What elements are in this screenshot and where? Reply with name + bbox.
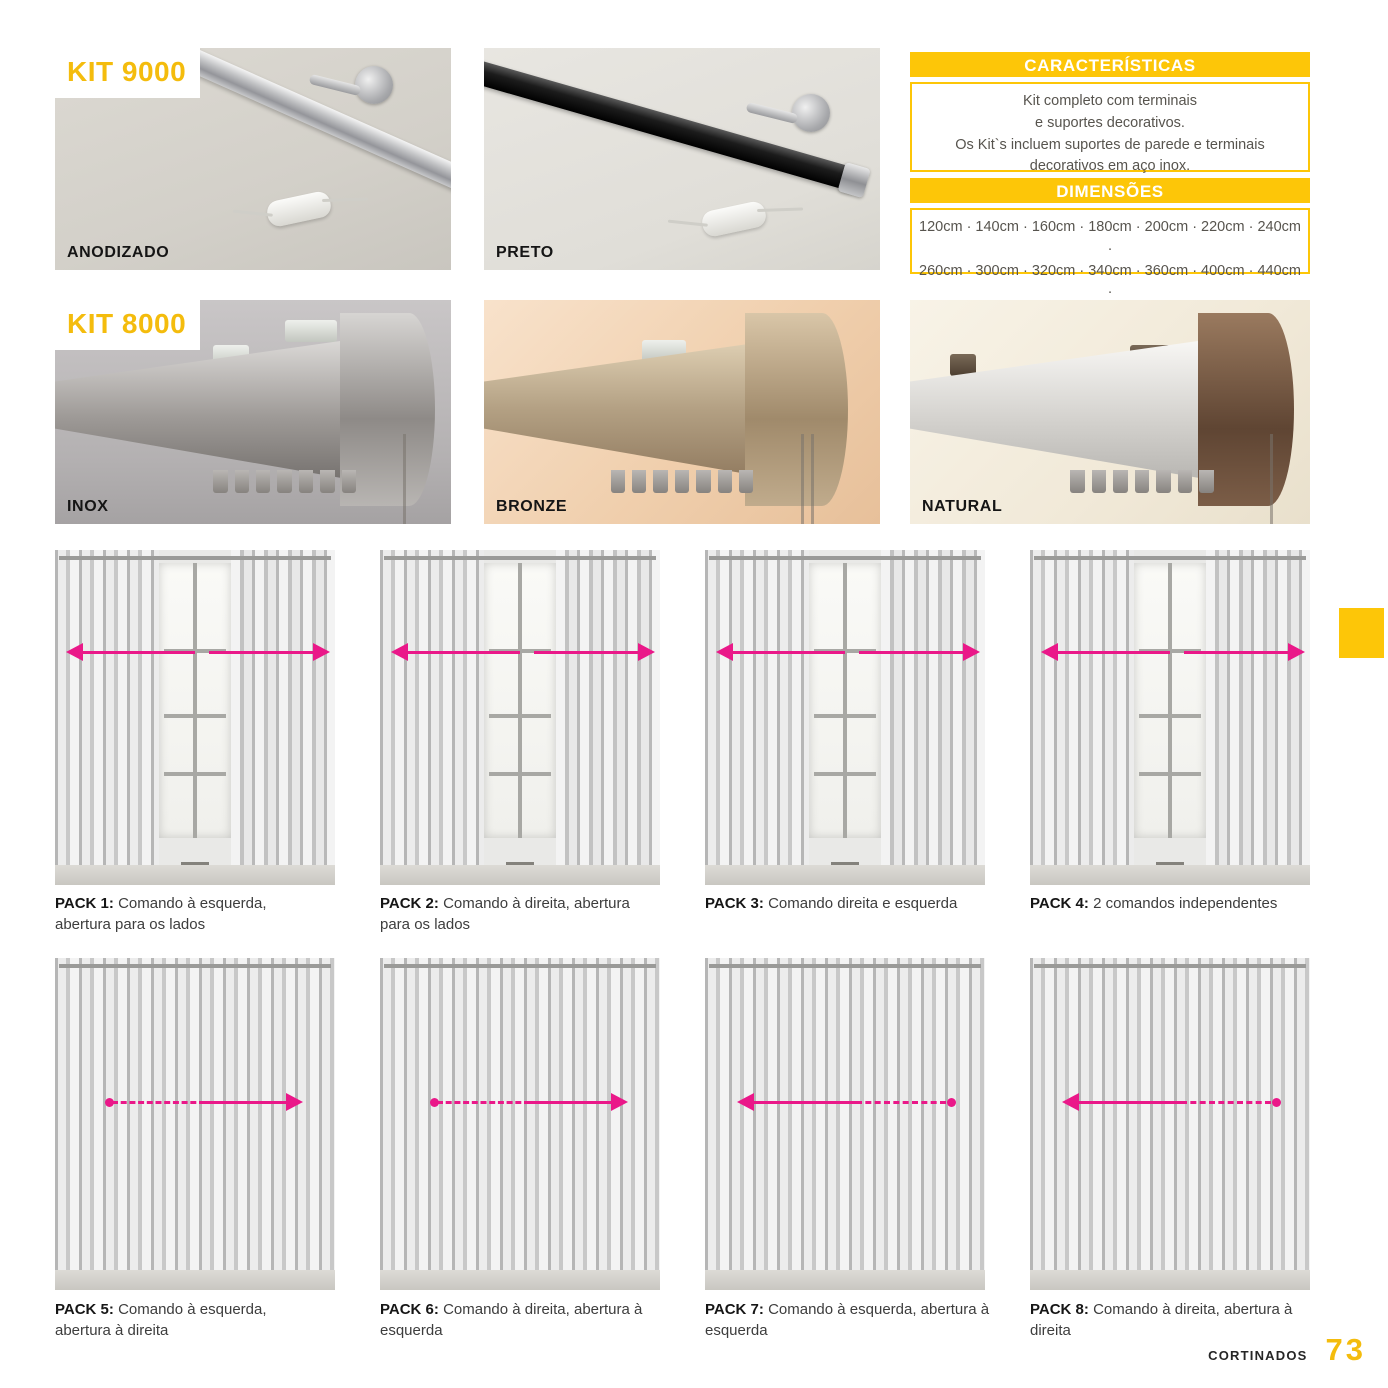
floor: [705, 865, 985, 885]
finish-label-inox: INOX: [67, 498, 109, 515]
photo-kit8000-natural: [910, 300, 1310, 524]
kit8000-label: KIT 8000: [67, 308, 187, 339]
pack3-caption: PACK 3: Comando direita e esquerda: [705, 895, 958, 912]
rod-endcap: [838, 162, 871, 198]
wall-bracket: [792, 94, 830, 132]
pack5-image: [55, 958, 335, 1290]
arrow-right-icon: [638, 643, 655, 661]
pack3-label: PACK 3:: [705, 895, 764, 912]
floor: [55, 865, 335, 885]
glider-teeth: [213, 470, 356, 492]
finish-label-natural: NATURAL: [922, 498, 1003, 515]
curtain-panel-right: [1206, 550, 1310, 885]
curtain-panel-right: [556, 550, 660, 885]
curtain-rail: [59, 556, 331, 560]
caracteristicas-line: Kit completo com terminais: [1022, 93, 1198, 109]
curtain-rail: [709, 556, 981, 560]
arrow-right-icon: [1288, 643, 1305, 661]
window: [484, 563, 557, 838]
pack8-image: [1030, 958, 1310, 1290]
caracteristicas-box: [910, 82, 1310, 175]
curtain-panel-left: [1030, 550, 1134, 885]
mount-clip: [950, 354, 976, 376]
arrow-line: [80, 651, 195, 654]
curtain-panel-left: [705, 550, 809, 885]
pack6-image: [380, 958, 660, 1290]
pack1-image: [55, 550, 335, 885]
floor: [380, 865, 660, 885]
pack2-caption: PACK 2: Comando à direita, abertura para os lados: [380, 895, 630, 933]
pack4-label: PACK 4:: [1030, 895, 1089, 912]
finish-label-anodizado: ANODIZADO: [67, 244, 170, 261]
pack8-label: PACK 8:: [1030, 1301, 1089, 1318]
pack6-label: PACK 6:: [380, 1301, 439, 1318]
arrow-line: [1076, 1101, 1181, 1104]
pack3-image: [705, 550, 985, 885]
section-color-tab: [1339, 608, 1384, 658]
mount-clip: [285, 320, 337, 342]
curtain-rail: [59, 964, 331, 968]
pull-cord: [1270, 434, 1273, 524]
arrow-line: [1055, 651, 1170, 654]
pack1-caption: PACK 1: Comando à esquerda, abertura para os lados: [55, 895, 267, 933]
pack2-label: PACK 2:: [380, 895, 439, 912]
glider-teeth: [1070, 470, 1214, 492]
dimensoes-line: 260cm · 300cm · 320cm · 340cm · 360cm · 400cm · 440cm ·: [919, 262, 1301, 301]
caracteristicas-line: decorativos em aço inox.: [1029, 158, 1191, 175]
caracteristicas-header: CARACTERÍSTICAS: [910, 52, 1310, 77]
pack1-label: PACK 1:: [55, 895, 114, 912]
pack7-label: PACK 7:: [705, 1301, 764, 1318]
arrow-line: [534, 651, 638, 654]
arrow-right-icon: [963, 643, 980, 661]
kit9000-label: KIT 9000: [67, 56, 187, 87]
photo-kit8000-bronze: [484, 300, 880, 524]
dimensoes-box: [910, 208, 1310, 301]
pack5-caption: PACK 5: Comando à esquerda, abertura à direita: [55, 1301, 267, 1339]
curtain-panel-right: [881, 550, 985, 885]
arrow-line: [751, 1101, 856, 1104]
pull-cord: [403, 434, 406, 524]
wall-bracket: [355, 66, 393, 104]
curtain-panel: [55, 958, 335, 1290]
arrow-line: [859, 651, 963, 654]
caracteristicas-line: Os Kit`s incluem suportes de parede e terminais: [955, 136, 1265, 153]
footer-section-label: CORTINADOS: [1208, 1348, 1308, 1363]
kit9000-label-box: [55, 48, 200, 98]
arrow-right-icon: [286, 1093, 303, 1111]
window: [1134, 563, 1207, 838]
page-number: 73: [1325, 1332, 1366, 1367]
cord-tensioner: [700, 200, 768, 239]
photo-kit9000-anodizado: [55, 48, 451, 270]
curtain-rail: [384, 964, 656, 968]
floor: [380, 1270, 660, 1290]
pack7-caption: PACK 7: Comando à esquerda, abertura à esquerda: [705, 1301, 990, 1339]
dimensoes-line: 120cm · 140cm · 160cm · 180cm · 200cm · 220cm · 240cm ·: [919, 219, 1301, 257]
curtain-panel-right: [231, 550, 335, 885]
curtain-rail: [384, 556, 656, 560]
arrow-right-icon: [611, 1093, 628, 1111]
curtain-rail: [709, 964, 981, 968]
photo-kit9000-preto: [484, 48, 880, 270]
rail-cone-inox: [55, 331, 364, 488]
arrow-line: [209, 651, 313, 654]
arrow-dashed-line: [437, 1101, 529, 1104]
arrow-right-icon: [313, 643, 330, 661]
pack8-caption: PACK 8: Comando à direita, abertura à direita: [1030, 1301, 1293, 1339]
window: [159, 563, 232, 838]
arrow-line: [530, 1101, 611, 1104]
curtain-rail: [1034, 964, 1306, 968]
window: [809, 563, 882, 838]
curtain-panel: [1030, 958, 1310, 1290]
page-footer: [1208, 1332, 1366, 1368]
arrow-line: [730, 651, 845, 654]
floor: [55, 1270, 335, 1290]
arrow-line: [1184, 651, 1288, 654]
pack4-caption: PACK 4: 2 comandos independentes: [1030, 895, 1278, 912]
pack7-image: [705, 958, 985, 1290]
pack6-caption: PACK 6: Comando à direita, abertura à esquerda: [380, 1301, 643, 1339]
rail-endcap-bronze: [745, 313, 848, 506]
pull-cord: [811, 434, 814, 524]
curtain-panel: [705, 958, 985, 1290]
floor: [705, 1270, 985, 1290]
arrow-dashed-line: [856, 1101, 946, 1104]
floor: [1030, 865, 1310, 885]
caracteristicas-line: e suportes decorativos.: [1035, 114, 1185, 131]
curtain-panel: [380, 958, 660, 1290]
floor: [1030, 1270, 1310, 1290]
photo-kit8000-inox: [55, 300, 451, 524]
dimensoes-header: DIMENSÕES: [910, 178, 1310, 203]
curtain-rail: [1034, 556, 1306, 560]
finish-label-bronze: BRONZE: [496, 498, 568, 515]
glider-teeth: [611, 470, 754, 492]
curtain-panel-left: [380, 550, 484, 885]
pack4-image: [1030, 550, 1310, 885]
arrow-dashed-line: [1181, 1101, 1271, 1104]
pack5-label: PACK 5:: [55, 1301, 114, 1318]
pack2-image: [380, 550, 660, 885]
curtain-panel-left: [55, 550, 159, 885]
cord-tensioner: [265, 190, 333, 229]
info-column: [910, 52, 1310, 301]
finish-label-preto: PRETO: [496, 244, 554, 261]
arrow-line: [405, 651, 520, 654]
arrow-dashed-line: [112, 1101, 204, 1104]
kit8000-label-box: [55, 300, 200, 350]
pull-cord: [801, 434, 804, 524]
arrow-line: [205, 1101, 286, 1104]
